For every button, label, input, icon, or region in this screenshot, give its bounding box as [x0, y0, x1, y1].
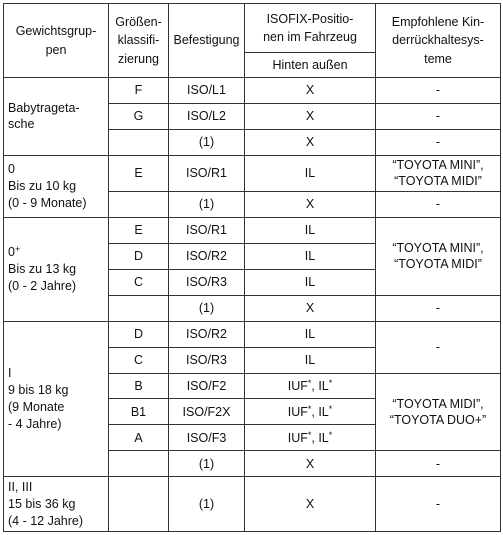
fixture-cell: (1) — [169, 295, 245, 321]
weight-group-line: - 4 Jahre) — [8, 416, 62, 431]
weight-group-line: (9 Monate — [8, 399, 65, 414]
fixture-cell: ISO/R3 — [169, 347, 245, 373]
isofix-table — [3, 3, 501, 532]
fixture-cell: (1) — [169, 129, 245, 155]
size-class-cell: B — [109, 373, 169, 399]
weight-group-line: Bis zu 10 kg — [8, 178, 77, 193]
recommended-system-cell: - — [376, 477, 501, 532]
weight-group-line: (4 - 12 Jahre) — [8, 513, 84, 528]
weight-group-cell — [4, 78, 109, 156]
size-class-cell: G — [109, 103, 169, 129]
fixture-cell: ISO/L2 — [169, 103, 245, 129]
isofix-position-cell: IL — [245, 269, 376, 295]
weight-group-line: 0 — [8, 162, 15, 177]
isofix-position-cell: X — [245, 191, 376, 217]
table-row — [4, 155, 501, 191]
fixture-cell: (1) — [169, 451, 245, 477]
weight-group-line: Bis zu 13 kg — [8, 261, 77, 276]
weight-group-line: 9 bis 18 kg — [8, 383, 69, 398]
isofix-position-cell: IUF*, IL* — [245, 373, 376, 399]
fixture-cell: ISO/R1 — [169, 155, 245, 191]
isofix-position-cell: X — [245, 103, 376, 129]
fixture-cell: ISO/R1 — [169, 217, 245, 243]
size-class-cell: B1 — [109, 399, 169, 425]
isofix-position-cell: X — [245, 295, 376, 321]
size-class-cell: A — [109, 425, 169, 451]
weight-group-line: 15 bis 36 kg — [8, 496, 76, 511]
recommended-system-cell: - — [376, 295, 501, 321]
isofix-position-cell: IL — [245, 347, 376, 373]
header-weight-group: Gewichtsgrup- pen — [4, 4, 109, 78]
weight-group-line: (0 - 9 Monate) — [8, 195, 87, 210]
isofix-position-cell: X — [245, 477, 376, 532]
size-class-cell: E — [109, 155, 169, 191]
isofix-position-cell: X — [245, 78, 376, 104]
weight-group-line: Babytrageta- — [8, 100, 80, 115]
recommended-system-cell: “TOYOTA MINI”, “TOYOTA MIDI” — [376, 155, 501, 191]
isofix-position-cell: IL — [245, 217, 376, 243]
isofix-position-cell: X — [245, 129, 376, 155]
weight-group-cell — [4, 217, 109, 321]
size-class-cell: D — [109, 321, 169, 347]
size-class-cell: C — [109, 269, 169, 295]
size-class-cell — [109, 191, 169, 217]
weight-group-line: I — [8, 366, 12, 381]
weight-group-line: (0 - 2 Jahre) — [8, 278, 77, 293]
fixture-cell: ISO/L1 — [169, 78, 245, 104]
fixture-cell: (1) — [169, 191, 245, 217]
recommended-system-cell: - — [376, 78, 501, 104]
header-size-class: Größen- klassifi- zierung — [109, 4, 169, 78]
weight-group-cell — [4, 155, 109, 217]
weight-group-line: 0+ — [8, 243, 21, 259]
header-fixture: Befestigung — [169, 4, 245, 78]
recommended-system-cell: - — [376, 129, 501, 155]
weight-group-line: sche — [8, 117, 35, 132]
fixture-cell: (1) — [169, 477, 245, 532]
fixture-cell: ISO/F2X — [169, 399, 245, 425]
weight-group-cell — [4, 477, 109, 532]
fixture-cell: ISO/F2 — [169, 373, 245, 399]
isofix-position-cell: IL — [245, 321, 376, 347]
table-row — [4, 477, 501, 532]
size-class-cell — [109, 451, 169, 477]
table-body — [4, 78, 501, 532]
weight-group-cell — [4, 321, 109, 477]
size-class-cell: F — [109, 78, 169, 104]
size-class-cell — [109, 477, 169, 532]
size-class-cell: E — [109, 217, 169, 243]
isofix-position-cell: IL — [245, 155, 376, 191]
recommended-system-cell: “TOYOTA MINI”, “TOYOTA MIDI” — [376, 217, 501, 295]
weight-group-line: II, III — [8, 479, 33, 494]
fixture-cell: ISO/R3 — [169, 269, 245, 295]
fixture-cell: ISO/R2 — [169, 321, 245, 347]
recommended-system-cell: - — [376, 451, 501, 477]
isofix-position-cell: IL — [245, 243, 376, 269]
isofix-position-cell: IUF*, IL* — [245, 425, 376, 451]
size-class-cell — [109, 129, 169, 155]
recommended-system-cell: - — [376, 103, 501, 129]
fixture-cell: ISO/F3 — [169, 425, 245, 451]
header-isofix-positions: ISOFIX-Positio- nen im Fahrzeug — [245, 4, 376, 53]
header-rear-outer: Hinten außen — [245, 53, 376, 78]
isofix-position-cell: X — [245, 451, 376, 477]
table-row — [4, 78, 501, 104]
header-recommended: Empfohlene Kin- derrückhaltesys- teme — [376, 4, 501, 78]
fixture-cell: ISO/R2 — [169, 243, 245, 269]
size-class-cell — [109, 295, 169, 321]
table-row — [4, 217, 501, 243]
recommended-system-cell: - — [376, 191, 501, 217]
recommended-system-cell: - — [376, 321, 501, 373]
isofix-position-cell: IUF*, IL* — [245, 399, 376, 425]
size-class-cell: C — [109, 347, 169, 373]
size-class-cell: D — [109, 243, 169, 269]
table-row — [4, 321, 501, 347]
recommended-system-cell: “TOYOTA MIDI”, “TOYOTA DUO+” — [376, 373, 501, 451]
